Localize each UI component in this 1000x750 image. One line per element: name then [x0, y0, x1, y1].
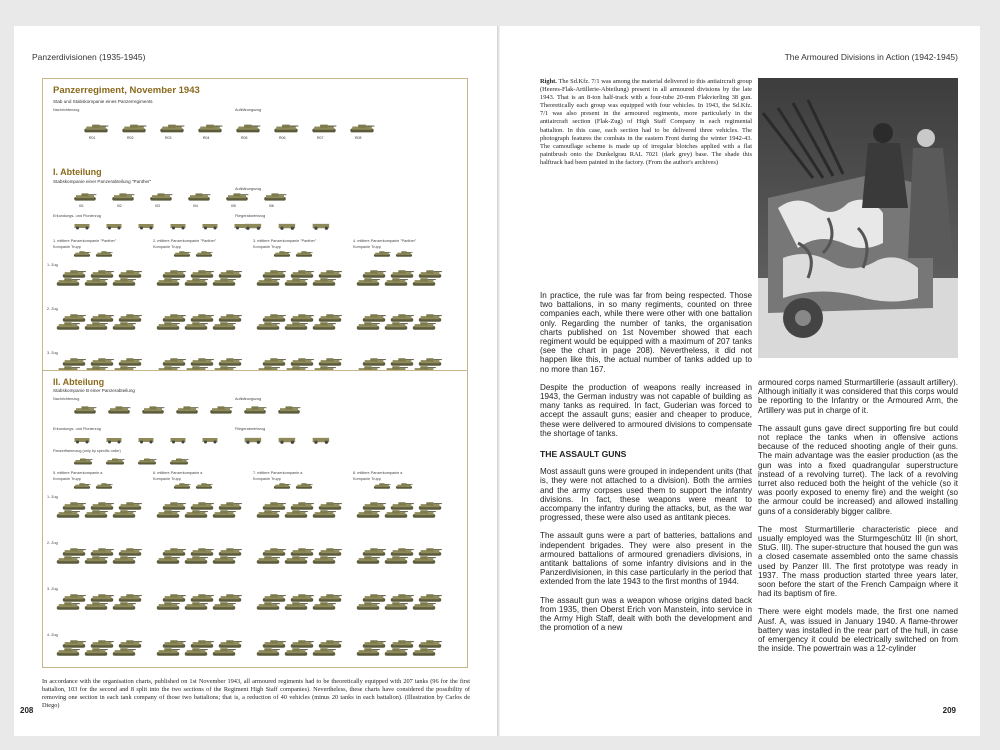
panther-tank-icon	[355, 647, 381, 657]
panther-tank-icon	[255, 321, 281, 331]
org-chart-abteilung-2	[42, 370, 468, 668]
flame-tank-icon	[137, 457, 157, 466]
panther-tank-icon	[311, 277, 337, 287]
panther-tank-icon	[155, 509, 181, 519]
abteilung-title-1: I. Abteilung	[53, 167, 102, 177]
paragraph: In practice, the rule was far from being respected. Those two battalions, in so many regiments, counted on three companies each, while there were other with one battalion only. Regarding the number of tanks, the organisation charts published on 1st November showed that each regiment would be equipped with a maximum of 207 tanks (see the chart in page 208). Nevertheless, it did not happen like this, the actual number of tanks added up to no more than 167.	[540, 291, 752, 374]
zug-label: 3. Zug	[47, 587, 58, 591]
panther-tank-icon	[183, 321, 209, 331]
panther-tank-icon	[225, 192, 249, 202]
flak-vehicle-icon	[243, 435, 265, 444]
support-vehicle-icon	[201, 435, 221, 444]
flak-label-1: Fliegerabwehrzug	[235, 214, 266, 218]
panther-tank-icon	[83, 509, 109, 519]
flak-vehicle-icon	[311, 221, 333, 230]
nachrichtenzug-label: Nachrichtenzug	[53, 108, 80, 112]
panther-tank-icon	[411, 555, 437, 565]
stab-label-2: Stabskompanie B einer Panzerabteilung	[53, 388, 135, 393]
pionier-label-1: Erkundungs- und Pionierzug	[53, 214, 101, 218]
panther-tank-icon	[355, 277, 381, 287]
paragraph: The most Sturmartillerie characteristic piece and usually employed was the Sturmgeschütz III (in short, StuG. III). The super-structure that housed the gun was a closed casemate assembled onto the same chassis used by Panzer III. The first prototype was ready in 1937. The mass production started three years later, soon before the start of the French Campaign where it had its baptism of fire.	[758, 524, 958, 599]
panther-tank-icon	[155, 601, 181, 611]
panther-tank-icon	[311, 555, 337, 565]
panther-tank-icon	[311, 321, 337, 331]
panther-tank-icon	[211, 321, 237, 331]
tank-icon	[141, 405, 165, 415]
tank-number: R06	[279, 136, 286, 140]
photo-caption-text: The Sd.Kfz. 7/1 was among the material delivered to this antiaircraft group (Heeres-Flak-Artillerie-Abteilung) present in all armoured divisions by the late 1943. That is an 8-ton half-track with a four-tube 20-mm Flakvierling 38 gun. Theoretically each group was equipped with four vehicles. In 1943, the Sd.Kfz. 7/1 was also present in the armoured regiments, more particularly in the antiaircraft section (Flak-Zug) of High Staff Company in each regimental battalion. In this case, each section had to be delivered three vehicles. The photograph features the combats in the eastern Front during the winter 1942-43. The camouflage scheme is made up of irregular blotches applied with a flat paintbrush onto the Dunkelgrau RAL 7021 (dark grey) base. The shade this halftrack had been painted in the factory. (From the author's archives)	[540, 78, 752, 166]
panther-tank-icon	[111, 321, 137, 331]
nachrichtenzug-label-2: Nachrichtenzug	[53, 397, 80, 401]
panther-tank-icon	[55, 277, 81, 287]
support-vehicle-icon	[73, 221, 93, 230]
panther-tank-icon	[149, 192, 173, 202]
flak-vehicle-icon	[277, 435, 299, 444]
tank-number: I01	[79, 204, 84, 208]
support-vehicle-icon	[73, 435, 93, 444]
tank-number: R01	[89, 136, 96, 140]
panther-tank-icon	[395, 482, 413, 490]
flame-tank-icon	[105, 457, 125, 466]
panther-tank-icon	[255, 647, 281, 657]
panther-tank-icon	[111, 555, 137, 565]
panther-tank-icon	[183, 555, 209, 565]
org-chart-panzerregiment	[42, 78, 468, 378]
section-heading-assault-guns: THE ASSAULT GUNS	[540, 449, 627, 460]
flak-vehicle-icon	[243, 221, 265, 230]
panther-tank-icon	[211, 555, 237, 565]
company-label: 5. mittlere Panzerkompanie a	[53, 471, 103, 475]
flak-vehicle-icon	[311, 435, 333, 444]
panther-tank-icon	[373, 250, 391, 258]
panther-tank-icon	[311, 509, 337, 519]
flak-label-2: Fliegerabwehrzug	[235, 427, 266, 431]
kompanie-trupp-label: Kompanie Trupp	[353, 245, 381, 249]
kompanie-trupp-label: Kompanie Trupp	[153, 245, 181, 249]
paragraph: Most assault guns were grouped in independent units (that is, they were not attached to a division). Both the armies and the army corpses used them to support the infantry divisions. In fact, these weapons were meant to accompany the infantry during the attacks, but, as the war progressed, these were also used as antitank pieces.	[540, 467, 752, 523]
panther-tank-icon	[355, 509, 381, 519]
panther-tank-icon	[273, 482, 291, 490]
stab-label: Stab und Stabskompanie eines Panzerregiments	[53, 99, 153, 104]
panther-tank-icon	[411, 601, 437, 611]
panther-tank-icon	[211, 509, 237, 519]
paragraph: Despite the production of weapons really increased in 1943, the German industry was not capable of building as many tanks as required. In fact, Guderian was forced to accept the assault guns; easier and cheaper to produce, these were delivered to armoured divisions to compensate the shortage of tanks.	[540, 382, 752, 438]
paragraph: The assault guns were a part of batteries, battalions and independent brigades. They were also present in the armoured battalions of armoured grenadiers divisions, in antitank battalions of some infantry divisions and in the Panzerdivisionen, in this case particularly in the period that extended from the late 1943 to the first months of 1944.	[540, 531, 752, 587]
tank-number: I06	[269, 204, 274, 208]
halftrack-photo	[758, 78, 958, 358]
panther-tank-icon	[255, 509, 281, 519]
panther-tank-icon	[411, 321, 437, 331]
panther-tank-icon	[211, 601, 237, 611]
panther-tank-icon	[155, 555, 181, 565]
tank-icon	[243, 405, 267, 415]
kompanie-trupp-label: Kompanie Trupp	[253, 245, 281, 249]
zug-label: 1. Zug	[47, 495, 58, 499]
tank-number: R05	[241, 136, 248, 140]
panther-tank-icon	[383, 647, 409, 657]
pionier-label-2: Erkundungs- und Pionierzug	[53, 427, 101, 431]
panther-tank-icon	[195, 482, 213, 490]
kompanie-trupp-label: Kompanie Trupp	[353, 477, 381, 481]
paragraph: There were eight models made, the first one named Ausf. A, was issued in January 1940. A flame-thrower battery was installed in the rear part of the hull, in case of emergency it could be electrically switched on from the inside. The powertrain was a 12-cylinder	[758, 607, 958, 654]
photo-caption	[540, 78, 752, 167]
flak-vehicle-icon	[277, 221, 299, 230]
panther-tank-icon	[155, 321, 181, 331]
panther-tank-icon	[311, 123, 337, 134]
support-vehicle-icon	[105, 435, 125, 444]
support-vehicle-icon	[137, 221, 157, 230]
company-label: 7. mittlere Panzerkompanie a	[253, 471, 303, 475]
kompanie-trupp-label: Kompanie Trupp	[53, 477, 81, 481]
panther-tank-icon	[111, 509, 137, 519]
panther-tank-icon	[83, 321, 109, 331]
panther-tank-icon	[373, 482, 391, 490]
panther-tank-icon	[355, 601, 381, 611]
running-head-left: Panzerdivisionen (1935-1945)	[32, 52, 146, 62]
panther-tank-icon	[263, 192, 287, 202]
tank-number: I02	[117, 204, 122, 208]
panther-tank-icon	[183, 601, 209, 611]
panther-tank-icon	[159, 123, 185, 134]
company-label: 6. mittlere Panzerkompanie a	[153, 471, 203, 475]
support-vehicle-icon	[137, 435, 157, 444]
tank-number: R08	[355, 136, 362, 140]
panther-tank-icon	[383, 277, 409, 287]
panther-tank-icon	[211, 277, 237, 287]
panel-title-panzerregiment: Panzerregiment, November 1943	[53, 85, 200, 96]
panther-tank-icon	[55, 601, 81, 611]
panther-tank-icon	[83, 277, 109, 287]
panther-tank-icon	[83, 123, 109, 134]
flame-tank-icon	[169, 457, 189, 466]
panther-tank-icon	[311, 601, 337, 611]
panther-tank-icon	[183, 647, 209, 657]
paragraph: The assault gun was a weapon whose origins dated back from 1935, then Oberst Erich von Manstein, into service in the Army High Staff, dealt with both the development and the promotion of a new	[540, 595, 752, 633]
panther-tank-icon	[155, 647, 181, 657]
panther-tank-icon	[73, 192, 97, 202]
aufklaerungszug-label-2: Aufklärungszug	[235, 397, 262, 401]
tank-number: R04	[203, 136, 210, 140]
page-number-right: 209	[942, 706, 956, 715]
panther-tank-icon	[183, 277, 209, 287]
panther-tank-icon	[255, 277, 281, 287]
tank-number: R03	[165, 136, 172, 140]
panther-tank-icon	[383, 555, 409, 565]
support-vehicle-icon	[169, 221, 189, 230]
flame-tank-icon	[73, 457, 93, 466]
panther-tank-icon	[83, 601, 109, 611]
left-page	[14, 26, 499, 736]
panther-tank-icon	[273, 250, 291, 258]
support-vehicle-icon	[169, 435, 189, 444]
panther-tank-icon	[155, 277, 181, 287]
tank-number: I03	[155, 204, 160, 208]
panther-tank-icon	[411, 277, 437, 287]
panther-tank-icon	[383, 601, 409, 611]
text-column-2	[758, 378, 958, 662]
right-page	[500, 26, 980, 736]
panther-tank-icon	[235, 123, 261, 134]
halftrack-photo-image	[758, 78, 958, 358]
panther-tank-icon	[173, 250, 191, 258]
zug-label: 4. Zug	[47, 633, 58, 637]
panther-tank-icon	[111, 192, 135, 202]
text-column-1	[540, 291, 752, 642]
panther-tank-icon	[273, 123, 299, 134]
panther-tank-icon	[55, 509, 81, 519]
panther-tank-icon	[73, 250, 91, 258]
zug-label: 3. Zug	[47, 351, 58, 355]
panther-tank-icon	[255, 555, 281, 565]
zug-label: 2. Zug	[47, 307, 58, 311]
panther-tank-icon	[411, 509, 437, 519]
support-vehicle-icon	[201, 221, 221, 230]
panther-tank-icon	[111, 601, 137, 611]
tank-number: R07	[317, 136, 324, 140]
kompanie-trupp-label: Kompanie Trupp	[53, 245, 81, 249]
panther-tank-icon	[183, 509, 209, 519]
zug-label: 2. Zug	[47, 541, 58, 545]
panther-tank-icon	[283, 509, 309, 519]
panther-tank-icon	[195, 250, 213, 258]
paragraph: armoured corps named Sturmartillerie (assault artillery). Although initially it was considered that this corps would be reporting to the Infantry or the Armoured Arm, the Artillery was put in charge of it.	[758, 378, 958, 415]
panther-tank-icon	[355, 321, 381, 331]
company-label: 8. mittlere Panzerkompanie a	[353, 471, 403, 475]
panther-tank-icon	[95, 250, 113, 258]
panther-tank-icon	[187, 192, 211, 202]
zug-label: 1. Zug	[47, 263, 58, 267]
panther-tank-icon	[283, 647, 309, 657]
panther-tank-icon	[411, 647, 437, 657]
tank-number: I05	[231, 204, 236, 208]
page-number-left: 208	[20, 706, 34, 715]
tank-icon	[73, 405, 97, 415]
panzerflammzug-label: Panzerflammzug (only by specific order)	[53, 449, 121, 453]
support-vehicle-icon	[105, 221, 125, 230]
panther-tank-icon	[383, 509, 409, 519]
company-label: 2. mittlere Panzerkompanie "Panther"	[153, 239, 217, 243]
company-label: 4. mittlere Panzerkompanie "Panther"	[353, 239, 417, 243]
company-label: 3. mittlere Panzerkompanie "Panther"	[253, 239, 317, 243]
tank-icon	[209, 405, 233, 415]
company-label: 1. mittlere Panzerkompanie "Panther"	[53, 239, 117, 243]
tank-icon	[175, 405, 199, 415]
panther-tank-icon	[355, 555, 381, 565]
panther-tank-icon	[55, 555, 81, 565]
panther-tank-icon	[295, 250, 313, 258]
figure-caption: In accordance with the organisation charts, published on 1st November 1943, all armoured regiments had to be theoretically equipped with 207 tanks (96 for the first battalion, 103 for the second and 8 split into the two sections of the Regiment High Staff companies). Nevertheless, these charts have considered the possibility of removing one section in each tank company of those two battalions; that is, a reduction of 40 vehicles (minus 20 tanks in each battalion). (Illustration by Carlos de Diego)	[42, 678, 470, 709]
panther-tank-icon	[283, 601, 309, 611]
panther-tank-icon	[295, 482, 313, 490]
panther-tank-icon	[211, 647, 237, 657]
photo-caption-lead: Right.	[540, 78, 557, 85]
panther-tank-icon	[255, 601, 281, 611]
kompanie-trupp-label: Kompanie Trupp	[253, 477, 281, 481]
aufklaerungszug-label: Aufklärungszug	[235, 108, 262, 112]
tank-icon	[107, 405, 131, 415]
panther-tank-icon	[173, 482, 191, 490]
panther-tank-icon	[121, 123, 147, 134]
abteilung-aufklaerung-label: Aufklärungszug	[235, 187, 262, 191]
panther-tank-icon	[283, 321, 309, 331]
panther-tank-icon	[311, 647, 337, 657]
panther-tank-icon	[197, 123, 223, 134]
panther-tank-icon	[111, 647, 137, 657]
abteilung-stab-label: Stabskompanie einer Panzerabteilung "Panther"	[53, 179, 152, 184]
panther-tank-icon	[395, 250, 413, 258]
panther-tank-icon	[83, 555, 109, 565]
panther-tank-icon	[283, 555, 309, 565]
running-head-right: The Armoured Divisions in Action (1942-1945)	[784, 52, 958, 62]
panther-tank-icon	[349, 123, 375, 134]
tank-number: I04	[193, 204, 198, 208]
panther-tank-icon	[383, 321, 409, 331]
panther-tank-icon	[95, 482, 113, 490]
panel-title-abteilung-2: II. Abteilung	[53, 377, 105, 387]
panther-tank-icon	[55, 321, 81, 331]
panther-tank-icon	[73, 482, 91, 490]
panther-tank-icon	[55, 647, 81, 657]
paragraph: The assault guns gave direct supporting fire but could not replace the tanks when in offensive actions because of the reduced shooting angle of their guns. The main advantage was the easier production (as the gun was into a fixed quadrangular superstructure instead of a revolving turret). The lack of a revolving turret also reduced both the height of the vehicle (so it was poorly exposed to enemy fire) and the weight (so the armour could be increased) and allowed installing guns of a considerably bigger calibre.	[758, 423, 958, 516]
panther-tank-icon	[283, 277, 309, 287]
panther-tank-icon	[111, 277, 137, 287]
tank-number: R02	[127, 136, 134, 140]
tank-icon	[277, 405, 301, 415]
kompanie-trupp-label: Kompanie Trupp	[153, 477, 181, 481]
panther-tank-icon	[83, 647, 109, 657]
